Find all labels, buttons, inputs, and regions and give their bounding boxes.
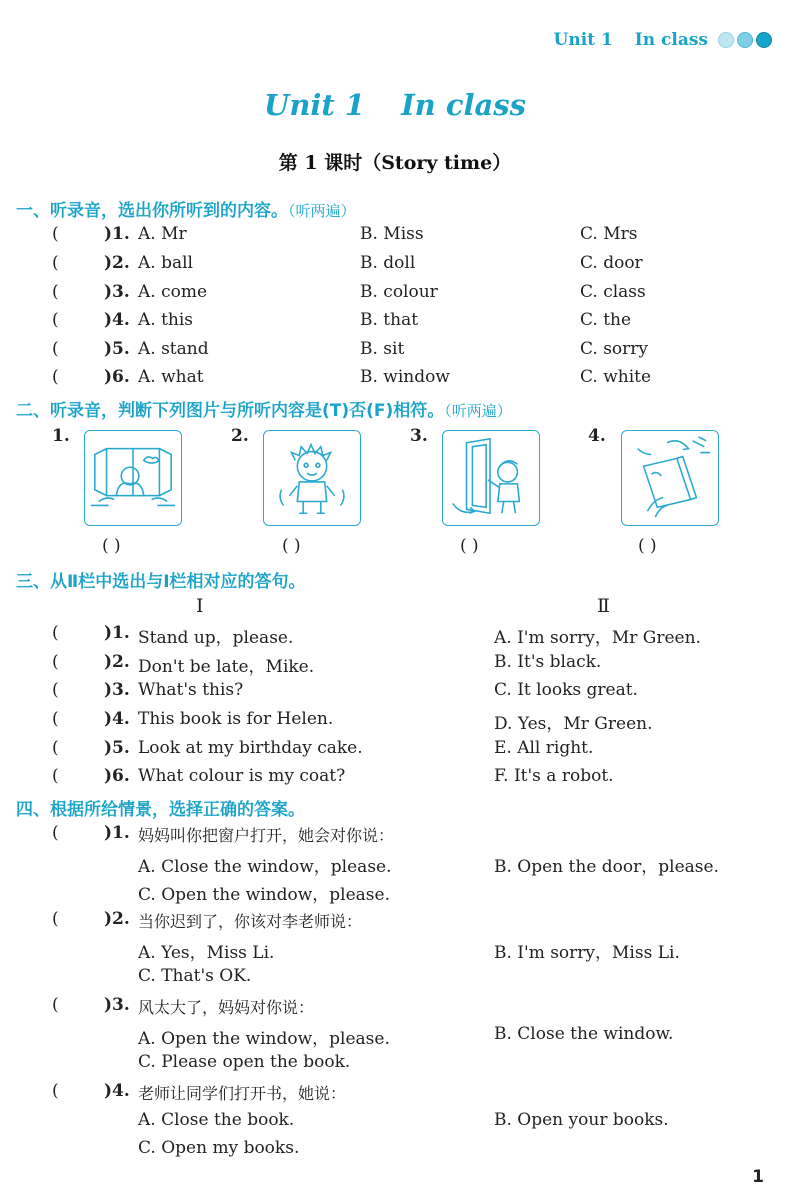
option-c: C. door xyxy=(580,253,643,273)
question-number: )2. xyxy=(104,253,130,273)
answer-blank[interactable]: ( xyxy=(52,823,59,843)
running-header xyxy=(554,30,772,50)
answer-blank[interactable]: ( xyxy=(52,310,59,330)
answer-option: A. I'm sorry，Mr Green. xyxy=(494,628,701,648)
option-b: B. Miss xyxy=(360,224,424,244)
answer-blank[interactable]: ( xyxy=(52,709,59,729)
column-1-heading: Ⅰ xyxy=(196,595,204,617)
option-a: A. stand xyxy=(138,339,209,359)
answer-option: E. All right. xyxy=(494,738,594,758)
picture-3-number: 3. xyxy=(410,426,428,446)
answer-option: B. It's black. xyxy=(494,652,602,672)
question-text: Don't be late，Mike. xyxy=(138,657,315,677)
question-number: )5. xyxy=(104,738,130,758)
answer-blank[interactable]: ( xyxy=(52,766,59,786)
option-c: C. That's OK. xyxy=(138,966,252,986)
question-text: Look at my birthday cake. xyxy=(138,738,363,758)
answer-option: C. It looks great. xyxy=(494,680,638,700)
open-window-icon xyxy=(84,430,182,526)
option-a: A. Mr xyxy=(138,224,187,244)
option-c: C. Open my books. xyxy=(138,1138,300,1158)
lesson-subtitle: 第 1 课时（Story time） xyxy=(278,152,512,174)
question-number: )1. xyxy=(104,823,130,843)
option-c: C. Open the window，please. xyxy=(138,885,390,905)
option-c: C. sorry xyxy=(580,339,649,359)
question-text: Stand up，please. xyxy=(138,628,294,648)
header-unit: Unit 1 xyxy=(553,30,613,50)
header-topic: In class xyxy=(634,30,708,50)
option-c: C. class xyxy=(580,282,646,302)
option-b: B. colour xyxy=(360,282,438,302)
answer-option: D. Yes，Mr Green. xyxy=(494,714,653,734)
answer-blank[interactable]: ( xyxy=(52,995,59,1015)
option-a: A. this xyxy=(138,310,194,330)
option-b: B. that xyxy=(360,310,419,330)
question-number: )6. xyxy=(104,367,130,387)
section-3-heading: 三、从Ⅱ栏中选出与Ⅰ栏相对应的答句。 xyxy=(16,572,306,592)
answer-blank[interactable]: ( xyxy=(52,339,59,359)
question-number: )3. xyxy=(104,282,130,302)
answer-option: F. It's a robot. xyxy=(494,766,614,786)
picture-3-answer[interactable]: ( ) xyxy=(460,536,479,556)
option-b: B. Open the door，please. xyxy=(494,857,719,877)
option-a: A. Close the book. xyxy=(138,1110,295,1130)
situation-text: 老师让同学们打开书，她说： xyxy=(138,1084,347,1103)
boy-icon xyxy=(263,430,361,526)
question-number: )2. xyxy=(104,909,130,929)
answer-blank[interactable]: ( xyxy=(52,738,59,758)
option-a: A. Close the window，please. xyxy=(138,857,392,877)
answer-blank[interactable]: ( xyxy=(52,224,59,244)
answer-blank[interactable]: ( xyxy=(52,282,59,302)
answer-blank[interactable]: ( xyxy=(52,909,59,929)
option-b: B. window xyxy=(360,367,450,387)
answer-blank[interactable]: ( xyxy=(52,623,59,643)
option-a: A. come xyxy=(138,282,208,302)
question-number: )3. xyxy=(104,995,130,1015)
answer-blank[interactable]: ( xyxy=(52,680,59,700)
question-text: What colour is my coat? xyxy=(138,766,346,786)
option-c: C. Mrs xyxy=(580,224,638,244)
question-number: )2. xyxy=(104,652,130,672)
question-number: )4. xyxy=(104,310,130,330)
question-number: )1. xyxy=(104,623,130,643)
situation-text: 当你迟到了，你该对李老师说： xyxy=(138,912,363,931)
option-c: C. the xyxy=(580,310,632,330)
section-4-heading: 四、根据所给情景，选择正确的答案。 xyxy=(16,800,305,820)
answer-blank[interactable]: ( xyxy=(52,253,59,273)
question-number: )6. xyxy=(104,766,130,786)
answer-blank[interactable]: ( xyxy=(52,1081,59,1101)
option-a: A. ball xyxy=(138,253,193,273)
question-number: )1. xyxy=(104,224,130,244)
answer-blank[interactable]: ( xyxy=(52,652,59,672)
question-number: )5. xyxy=(104,339,130,359)
option-b: B. sit xyxy=(360,339,405,359)
option-c: C. Please open the book. xyxy=(138,1052,351,1072)
option-b: B. doll xyxy=(360,253,416,273)
column-2-heading: Ⅱ xyxy=(597,595,610,617)
question-number: )3. xyxy=(104,680,130,700)
picture-1-number: 1. xyxy=(52,426,70,446)
situation-text: 风太大了，妈妈对你说： xyxy=(138,998,315,1017)
option-c: C. white xyxy=(580,367,652,387)
picture-4-answer[interactable]: ( ) xyxy=(638,536,657,556)
page-title: Unit 1 In class xyxy=(264,88,526,122)
option-a: A. Yes，Miss Li. xyxy=(138,943,275,963)
section-2-heading: 二、听录音，判断下列图片与所听内容是(T)否(F)相符。（听两遍） xyxy=(16,401,512,421)
page-number: 1 xyxy=(752,1167,764,1187)
picture-4-number: 4. xyxy=(588,426,606,446)
option-a: A. what xyxy=(138,367,204,387)
option-b: B. Open your books. xyxy=(494,1110,669,1130)
header-dots-icon xyxy=(718,32,772,48)
option-b: B. Close the window. xyxy=(494,1024,674,1044)
question-number: )4. xyxy=(104,709,130,729)
girl-at-door-icon xyxy=(442,430,540,526)
picture-1-answer[interactable]: ( ) xyxy=(102,536,121,556)
question-text: This book is for Helen. xyxy=(138,709,334,729)
picture-2-number: 2. xyxy=(231,426,249,446)
picture-2-answer[interactable]: ( ) xyxy=(282,536,301,556)
answer-blank[interactable]: ( xyxy=(52,367,59,387)
situation-text: 妈妈叫你把窗户打开，她会对你说： xyxy=(138,826,395,845)
section-1-heading: 一、听录音，选出你所听到的内容。（听两遍） xyxy=(16,201,356,221)
question-text: What's this? xyxy=(138,680,244,700)
option-a: A. Open the window，please. xyxy=(138,1029,390,1049)
open-book-icon xyxy=(621,430,719,526)
question-number: )4. xyxy=(104,1081,130,1101)
option-b: B. I'm sorry，Miss Li. xyxy=(494,943,680,963)
